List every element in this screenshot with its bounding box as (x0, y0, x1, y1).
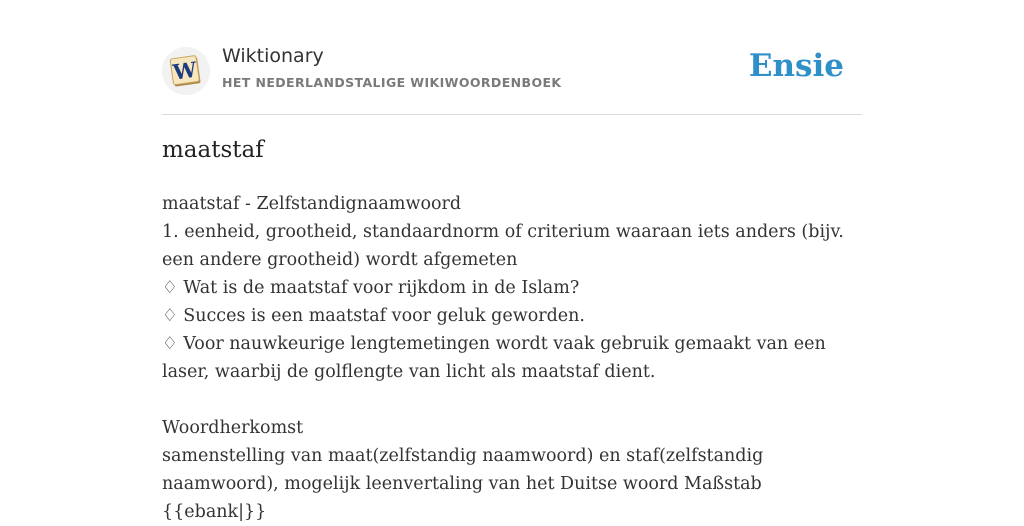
etymology-text: samenstelling van maat(zelfstandig naamwoord) en staf(zelfstandig naamwoord), mogelijk leenvertaling van het Duitse woord Maßstab {{ebank|}} (162, 446, 764, 522)
site-header (162, 44, 862, 115)
etymology-heading: Woordherkomst (162, 418, 304, 438)
spacer (162, 386, 862, 414)
word-class-line: maatstaf - Zelfstandignaamwoord (162, 194, 462, 214)
site-subtitle: HET NEDERLANDSTALIGE WIKIWOORDENBOEK (222, 75, 562, 90)
example-1: ♢ Wat is de maatstaf voor rijkdom in de Islam? (162, 278, 580, 298)
page-title: maatstaf (162, 137, 264, 163)
example-3: ♢ Voor nauwkeurige lengtemetingen wordt vaak gebruik gemaakt van een laser, waarbij de golflengte van licht als maatstaf dient. (162, 334, 826, 382)
example-2: ♢ Succes is een maatstaf voor geluk geworden. (162, 306, 585, 326)
definition: 1. eenheid, grootheid, standaardnorm of criterium waaraan iets anders (bijv. een andere grootheid) wordt afgemeten (162, 222, 844, 270)
site-name[interactable]: Wiktionary (222, 45, 324, 67)
entry-content (162, 190, 862, 526)
ensie-brand-logo[interactable]: Ensie (748, 48, 844, 84)
logo-letter: W (171, 56, 199, 85)
wiktionary-logo-icon[interactable] (162, 47, 210, 95)
